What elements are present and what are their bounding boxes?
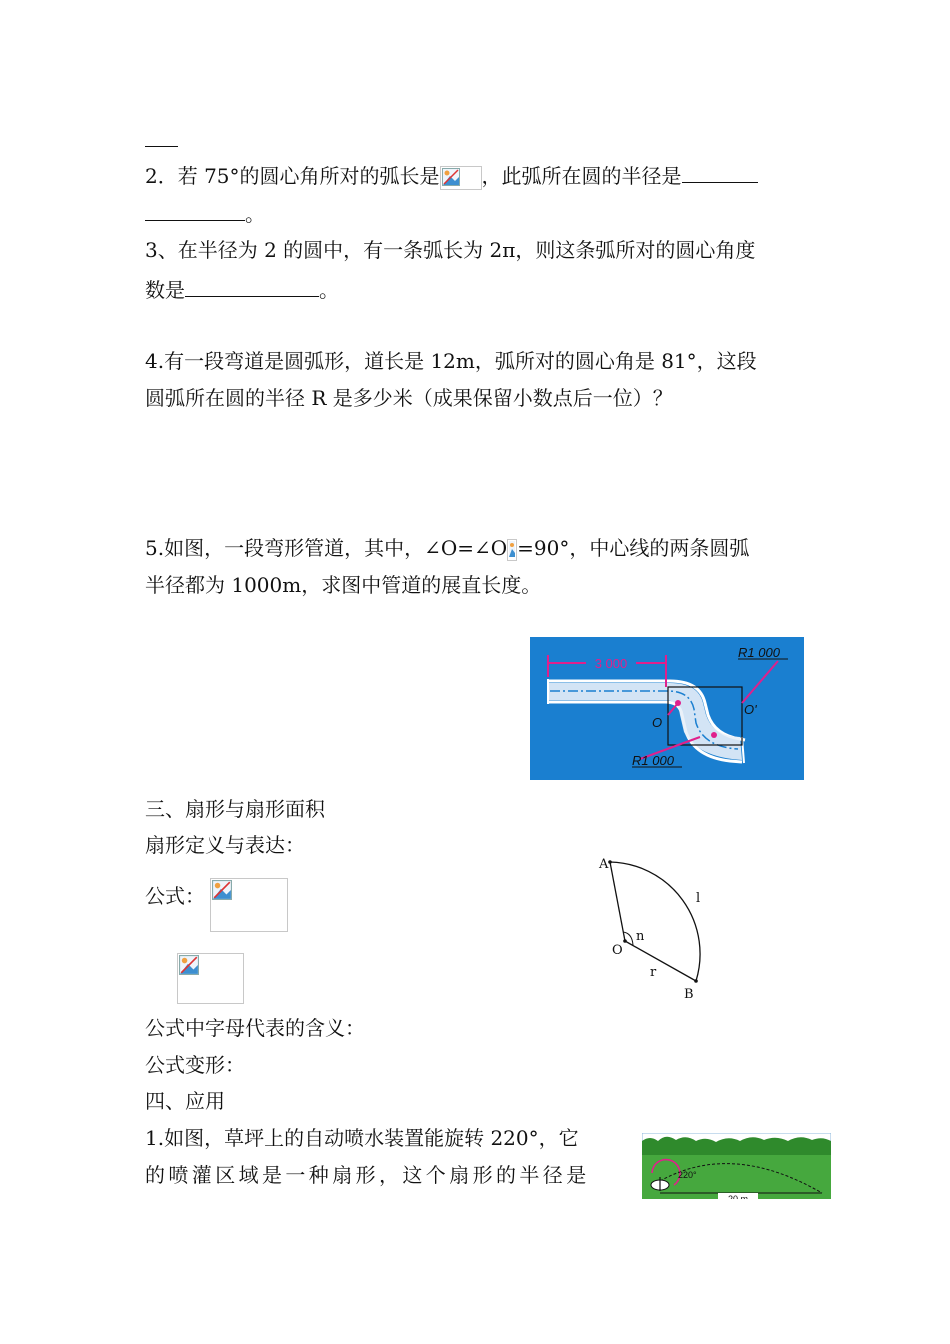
- point-o: [623, 939, 627, 943]
- formula-meaning: 公式中字母代表的含义：: [145, 1016, 365, 1040]
- broken-image-icon: [442, 168, 460, 186]
- point-a: [608, 860, 612, 864]
- radius-oa: [610, 862, 625, 941]
- question-2-end: 。: [245, 202, 265, 226]
- center-point-o: [675, 700, 681, 706]
- sector-arc: [610, 862, 700, 981]
- leftover-blank: [145, 146, 178, 147]
- arc-length-formula-image: [440, 166, 482, 190]
- formula-label: 公式：: [145, 884, 205, 908]
- label-r: r: [650, 965, 657, 980]
- label-l: l: [696, 891, 701, 906]
- label-r-bottom: R1 000: [632, 753, 674, 768]
- prime-symbol-image: [507, 539, 517, 561]
- section-4-heading: 四、应用: [145, 1089, 225, 1113]
- sector-formula-image-1: [210, 878, 288, 932]
- application-1-line1: 1.如图，草坪上的自动喷水装置能旋转 220°，它: [145, 1126, 579, 1150]
- pipe-figure: [530, 637, 804, 780]
- angle-label: 220°: [678, 1170, 697, 1180]
- question-3-prefix: 数是: [145, 278, 185, 302]
- question-4-line2: 圆弧所在圆的半径 R 是多少米（成果保留小数点后一位）？: [145, 386, 673, 410]
- label-n: n: [636, 929, 645, 944]
- answer-blank-q2a: [682, 162, 758, 183]
- dimension-label: 3 000: [594, 656, 628, 671]
- point-b: [694, 979, 698, 983]
- question-2-prefix: 2．若 75°的圆心角所对的弧长是: [145, 164, 440, 188]
- question-5-text-a: 5.如图，一段弯形管道，其中，∠O=∠O: [145, 536, 508, 560]
- sector-formula-image-2: [177, 953, 244, 1004]
- lawn: [642, 1155, 831, 1199]
- question-5-line2: 半径都为 1000m，求图中管道的展直长度。: [145, 573, 542, 597]
- answer-blank-q2b: [145, 200, 245, 221]
- ground-strip: [642, 1199, 831, 1208]
- sector-figure: [596, 850, 726, 1005]
- question-5-text-b: =90°，中心线的两条圆弧: [517, 536, 750, 560]
- formula-transform: 公式变形：: [145, 1053, 245, 1077]
- section-3-heading: 三、扇形与扇形面积: [145, 797, 325, 821]
- sprinkler-figure: [642, 1133, 831, 1208]
- label-o2: O': [744, 702, 757, 717]
- broken-image-icon: [509, 541, 515, 557]
- center-point-o2: [711, 732, 717, 738]
- question-3-line1: 3、在半径为 2 的圆中，有一条弧长为 2π，则这条弧所对的圆心角度: [145, 238, 756, 262]
- question-3-line2: [145, 276, 339, 302]
- question-2-line2: [145, 200, 265, 226]
- question-4-line1: 4.有一段弯道是圆弧形，道长是 12m，弧所对的圆心角是 81°，这段: [145, 349, 757, 373]
- label-a: A: [599, 857, 609, 872]
- label-b: B: [684, 987, 694, 1002]
- question-2-line1: [145, 162, 758, 190]
- application-1-line2: 的喷灌区域是一种扇形，这个扇形的半径是: [145, 1163, 590, 1187]
- broken-image-icon: [212, 880, 232, 900]
- sector-definition: 扇形定义与表达：: [145, 833, 305, 857]
- label-r-top: R1 000: [738, 645, 780, 660]
- question-5-line1: [145, 536, 749, 561]
- label-o: O: [652, 715, 663, 730]
- answer-blank-q3: [185, 276, 319, 297]
- broken-image-icon: [179, 955, 199, 975]
- question-2-suffix: ，此弧所在圆的半径是: [481, 164, 682, 188]
- question-3-end: 。: [319, 278, 339, 302]
- radius-ob: [625, 941, 696, 981]
- label-o: O: [612, 943, 623, 958]
